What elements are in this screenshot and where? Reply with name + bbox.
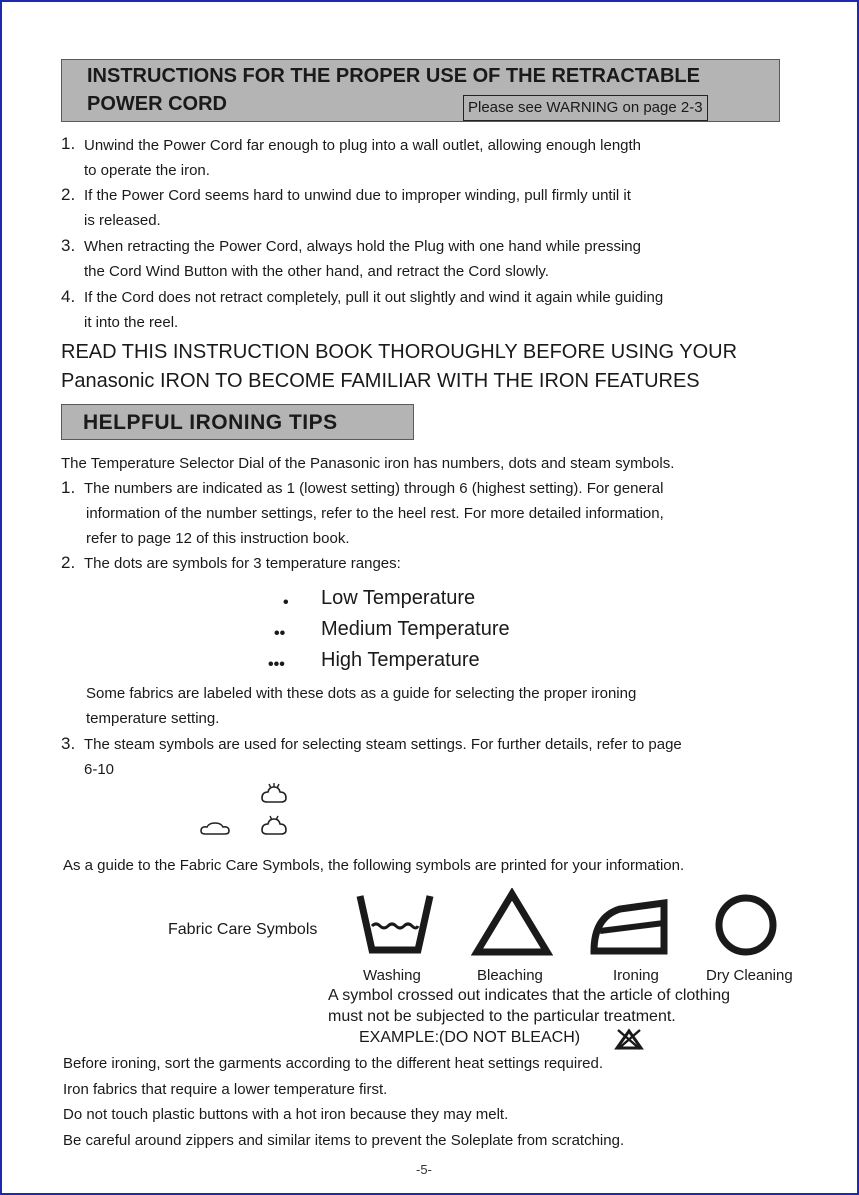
tip-item-3-line2: 6-10: [84, 761, 115, 778]
tip-item-1-line2: information of the number settings, refer to the heel rest. For more detailed information,: [86, 505, 664, 522]
temperature-dial-intro: The Temperature Selector Dial of the Panasonic iron has numbers, dots and steam symbols.: [61, 455, 675, 472]
crossed-symbol-note-line1: A symbol crossed out indicates that the article of clothing: [328, 987, 730, 1004]
cord-item-1-line2: to operate the iron.: [84, 162, 210, 179]
cord-item-3-line2: the Cord Wind Button with the other hand, and retract the Cord slowly.: [84, 263, 549, 280]
medium-temperature-label: Medium Temperature: [321, 618, 510, 640]
steam-low-icon: [198, 819, 232, 837]
dry-cleaning-icon: [712, 892, 780, 958]
high-temperature-dots: •••: [268, 656, 285, 673]
medium-temperature-dots: ••: [274, 625, 286, 642]
dots-note-line2: temperature setting.: [86, 710, 220, 727]
ironing-tips-heading: HELPFUL IRONING TIPS: [83, 411, 338, 434]
note-plastic-buttons: Do not touch plastic buttons with a hot iron because they may melt.: [63, 1106, 509, 1123]
cord-item-1-line1: Unwind the Power Cord far enough to plug into a wall outlet, allowing enough length: [84, 137, 642, 154]
cord-item-4-line1: If the Cord does not retract completely, pull it out slightly and wind it again while guiding: [84, 289, 664, 306]
ironing-label: Ironing: [613, 967, 659, 984]
cord-item-4-number: 4.: [61, 287, 76, 306]
note-zippers: Be careful around zippers and similar items to prevent the Soleplate from scratching.: [63, 1132, 625, 1149]
read-instructions-notice-line2: Panasonic IRON TO BECOME FAMILIAR WITH THE IRON FEATURES: [61, 370, 700, 392]
washing-icon: [354, 892, 436, 956]
banner-title-line2: POWER CORD: [87, 93, 227, 115]
fabric-care-intro: As a guide to the Fabric Care Symbols, the following symbols are printed for your information.: [63, 857, 685, 874]
low-temperature-dots: •: [283, 594, 289, 611]
cord-item-4-line2: it into the reel.: [84, 314, 179, 331]
high-temperature-label: High Temperature: [321, 649, 480, 671]
ironing-tips-banner: [61, 404, 414, 440]
do-not-bleach-icon: [614, 1028, 644, 1050]
tip-item-1-number: 1.: [61, 478, 76, 497]
note-sort-garments: Before ironing, sort the garments according to the different heat settings required.: [63, 1055, 604, 1072]
note-lower-temperature-first: Iron fabrics that require a lower temperature first.: [63, 1081, 388, 1098]
tip-item-3-line1: The steam symbols are used for selecting steam settings. For further details, refer to page: [84, 736, 682, 753]
tip-item-1-line1: The numbers are indicated as 1 (lowest setting) through 6 (highest setting). For general: [84, 480, 664, 497]
washing-label: Washing: [363, 967, 421, 984]
steam-medium-icon: [258, 815, 290, 837]
low-temperature-label: Low Temperature: [321, 587, 476, 609]
cord-item-2-line2: is released.: [84, 212, 161, 229]
dots-note-line1: Some fabrics are labeled with these dots as a guide for selecting the proper ironing: [86, 685, 637, 702]
tip-item-2-line1: The dots are symbols for 3 temperature ranges:: [84, 555, 401, 572]
dry-cleaning-label: Dry Cleaning: [706, 967, 793, 984]
ironing-icon: [586, 895, 678, 957]
steam-high-icon: [258, 783, 290, 805]
cord-item-3-line1: When retracting the Power Cord, always hold the Plug with one hand while pressing: [84, 238, 641, 255]
cord-item-2-number: 2.: [61, 185, 76, 204]
tip-item-1-line3: refer to page 12 of this instruction book.: [86, 530, 350, 547]
page-number: -5-: [416, 1162, 432, 1177]
cord-item-3-number: 3.: [61, 236, 76, 255]
bleaching-icon: [471, 888, 553, 958]
warning-reference-box: Please see WARNING on page 2-3: [463, 95, 708, 121]
cord-instructions-banner: [61, 59, 780, 122]
cord-item-2-line1: If the Power Cord seems hard to unwind due to improper winding, pull firmly until it: [84, 187, 631, 204]
crossed-symbol-note-line2: must not be subjected to the particular treatment.: [328, 1008, 676, 1025]
read-instructions-notice-line1: READ THIS INSTRUCTION BOOK THOROUGHLY BEFORE USING YOUR: [61, 341, 738, 363]
banner-title-line1: INSTRUCTIONS FOR THE PROPER USE OF THE RETRACTABLE: [87, 65, 700, 87]
fabric-care-label: Fabric Care Symbols: [168, 921, 318, 938]
tip-item-3-number: 3.: [61, 734, 76, 753]
do-not-bleach-example: EXAMPLE:(DO NOT BLEACH): [359, 1029, 581, 1046]
tip-item-2-number: 2.: [61, 553, 76, 572]
cord-item-1-number: 1.: [61, 134, 76, 153]
bleaching-label: Bleaching: [477, 967, 543, 984]
